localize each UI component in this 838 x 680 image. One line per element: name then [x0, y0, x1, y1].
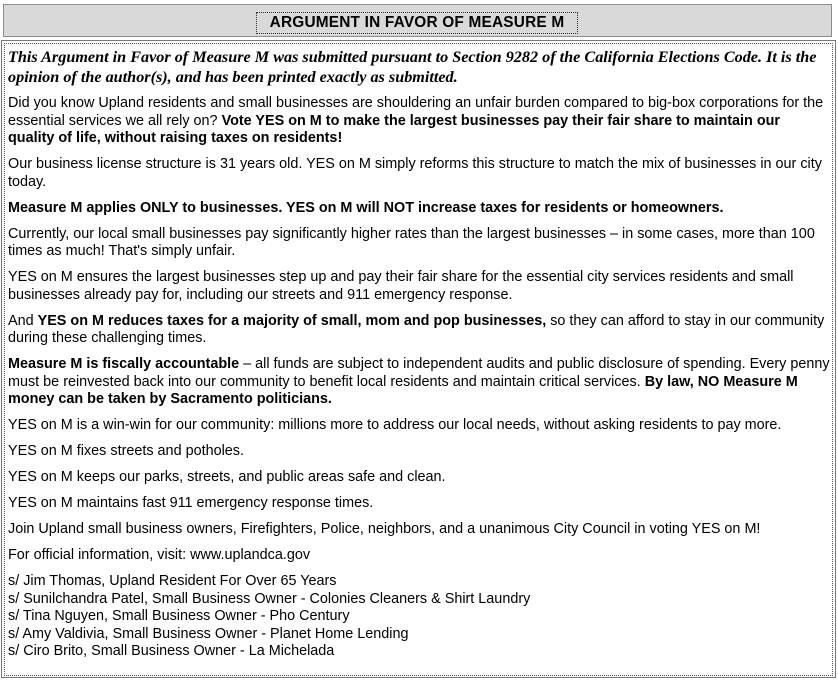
paragraph-fiscally-accountable	[8, 356, 830, 409]
signature-line: s/ Amy Valdivia, Small Business Owner - Planet Home Lending	[8, 625, 409, 642]
paragraph-win-win: YES on M is a win-win for our community: millions more to address our local needs, without asking residents to pay more.	[8, 417, 782, 433]
argument-content-box	[1, 40, 836, 678]
paragraph-bold-text: Vote YES on M to make the largest businesses pay their fair share to maintain our quality of life, without raising taxes on residents!	[8, 112, 781, 146]
paragraph-streets: YES on M fixes streets and potholes.	[8, 443, 244, 459]
paragraph-official-info: For official information, visit: www.uplandca.gov	[8, 547, 311, 563]
signature-line: s/ Sunilchandra Patel, Small Business Owner - Colonies Cleaners & Shirt Laundry	[8, 590, 531, 607]
signature-line: s/ Jim Thomas, Upland Resident For Over 65 Years	[8, 573, 337, 589]
paragraph-burden	[8, 95, 830, 148]
paragraph-reduces-taxes	[8, 313, 830, 348]
argument-text-area	[4, 43, 833, 676]
paragraph-license-structure: Our business license structure is 31 years old. YES on M simply reforms this structure to match the mix of businesses in our city today.	[8, 156, 822, 190]
paragraph-higher-rates: Currently, our local small businesses pay significantly higher rates than the largest businesses – in some cases, more than 100 times as much! That's simply unfair.	[8, 225, 815, 259]
paragraph-parks: YES on M keeps our parks, streets, and public areas safe and clean.	[8, 469, 446, 485]
paragraph-bold-text: YES on M reduces taxes for a majority of small, mom and pop businesses,	[37, 312, 547, 329]
paragraph-businesses-only: Measure M applies ONLY to businesses. YES on M will NOT increase taxes for residents or homeowners.	[8, 199, 724, 216]
paragraph-text: Did you know Upland residents and small businesses are shouldering an unfair burden compared to big-box corporations for the essential services we all rely on?	[8, 95, 824, 129]
paragraph-fair-share: YES on M ensures the largest businesses step up and pay their fair share for the essential city services residents and small businesses already pay for, including our streets and 911 emergency response.	[8, 269, 794, 303]
intro-statement: This Argument in Favor of Measure M was submitted pursuant to Section 9282 of the California Elections Code. It is the opinion of the author(s), and has been printed exactly as submitted.	[8, 48, 817, 86]
page-title: ARGUMENT IN FAVOR OF MEASURE M	[256, 12, 578, 34]
paragraph-text: so they can afford to stay in our community during these challenging times.	[8, 312, 825, 346]
signature-line: s/ Tina Nguyen, Small Business Owner - Pho Century	[8, 608, 350, 625]
paragraph-bold-text: By law, NO Measure M money can be taken by Sacramento politicians.	[8, 373, 798, 407]
paragraph-text: And	[8, 312, 38, 329]
signature-block	[8, 573, 830, 661]
paragraph-text: – all funds are subject to independent audits and public disclosure of spending. Every penny must be reinvested back into our community to benefit local residents and maintain critical services.	[8, 356, 830, 390]
paragraph-911: YES on M maintains fast 911 emergency response times.	[8, 495, 374, 511]
signature-line: s/ Ciro Brito, Small Business Owner - La Michelada	[8, 643, 335, 660]
paragraph-join: Join Upland small business owners, Firefighters, Police, neighbors, and a unanimous City Council in voting YES on M!	[8, 521, 761, 537]
paragraph-bold-text: Measure M is fiscally accountable	[8, 356, 240, 372]
